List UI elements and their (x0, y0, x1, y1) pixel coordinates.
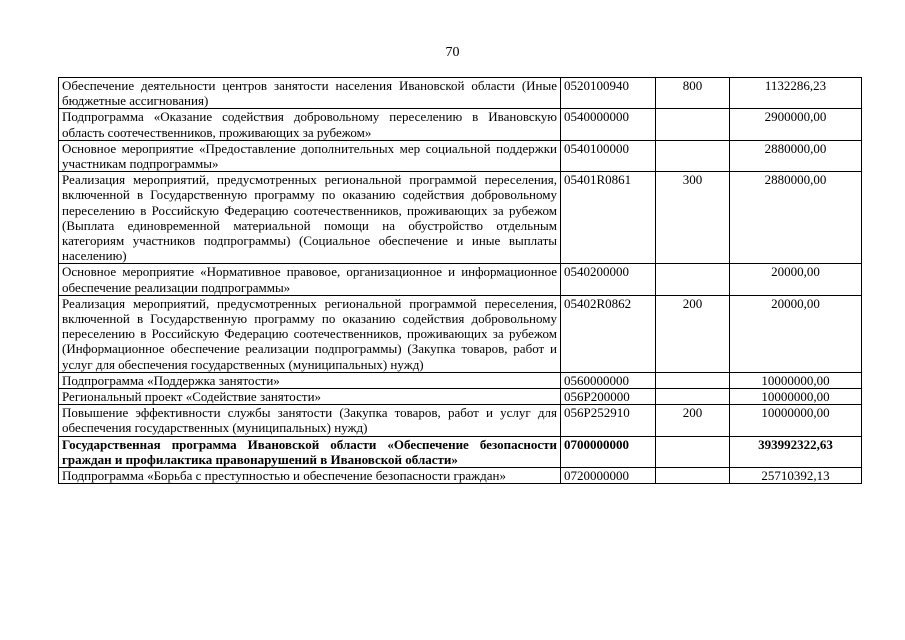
row-type-cell (656, 264, 730, 295)
table-row (59, 172, 862, 264)
table-row (59, 405, 862, 436)
row-code-cell: 05401R0861 (561, 172, 656, 264)
row-code-cell: 05402R0862 (561, 295, 656, 372)
row-type-cell: 200 (656, 405, 730, 436)
table-row (59, 295, 862, 372)
row-name-cell: Основное мероприятие «Предоставление дополнительных мер социальной поддержки участникам подпрограммы» (59, 140, 561, 171)
row-sum-cell: 10000000,00 (730, 389, 862, 405)
row-sum-cell: 20000,00 (730, 295, 862, 372)
row-code-cell: 056P252910 (561, 405, 656, 436)
row-sum-cell: 10000000,00 (730, 372, 862, 388)
page-number: 70 (445, 45, 460, 60)
row-name-cell: Реализация мероприятий, предусмотренных региональной программой переселения, включенной в Государственную программу по оказанию содействия добровольному переселению в Российскую Федерацию соотечественников, проживающих за рубежом (Выплата единовременной материальной помощи на обустройство отдельным категориям участников подпрограммы) (Социальное обеспечение и иные выплаты населению) (59, 172, 561, 264)
row-code-cell: 0520100940 (561, 78, 656, 109)
row-code-cell: 0700000000 (561, 436, 656, 467)
row-name-cell: Региональный проект «Содействие занятости» (59, 389, 561, 405)
row-code-cell: 0540000000 (561, 109, 656, 140)
row-type-cell (656, 372, 730, 388)
table-row (59, 436, 862, 467)
row-type-cell (656, 436, 730, 467)
row-sum-cell: 25710392,13 (730, 468, 862, 484)
row-type-cell: 200 (656, 295, 730, 372)
row-name-cell: Подпрограмма «Оказание содействия добровольному переселению в Ивановскую область соотечественников, проживающих за рубежом» (59, 109, 561, 140)
table-row (59, 140, 862, 171)
row-sum-cell: 2900000,00 (730, 109, 862, 140)
table-row (59, 109, 862, 140)
row-sum-cell: 2880000,00 (730, 172, 862, 264)
table-row (59, 468, 862, 484)
budget-table-body (59, 78, 862, 484)
row-name-cell: Повышение эффективности службы занятости (Закупка товаров, работ и услуг для обеспечения государственных (муниципальных) нужд) (59, 405, 561, 436)
row-sum-cell: 10000000,00 (730, 405, 862, 436)
row-name-cell: Основное мероприятие «Нормативное правовое, организационное и информационное обеспечение реализации подпрограммы» (59, 264, 561, 295)
row-type-cell (656, 389, 730, 405)
row-name-cell: Подпрограмма «Борьба с преступностью и обеспечение безопасности граждан» (59, 468, 561, 484)
table-row (59, 389, 862, 405)
row-sum-cell: 2880000,00 (730, 140, 862, 171)
row-name-cell: Подпрограмма «Поддержка занятости» (59, 372, 561, 388)
row-sum-cell: 393992322,63 (730, 436, 862, 467)
row-code-cell: 0560000000 (561, 372, 656, 388)
row-name-cell: Государственная программа Ивановской области «Обеспечение безопасности граждан и профилактика правонарушений в Ивановской области» (59, 436, 561, 467)
row-type-cell: 800 (656, 78, 730, 109)
budget-table (58, 77, 862, 484)
row-code-cell: 0720000000 (561, 468, 656, 484)
row-name-cell: Реализация мероприятий, предусмотренных региональной программой переселения, включенной в Государственную программу по оказанию содействия добровольному переселению в Российскую Федерацию соотечественников, проживающих за рубежом (Информационное обеспечение реализации подпрограммы) (Закупка товаров, работ и услуг для обеспечения государственных (муниципальных) нужд) (59, 295, 561, 372)
table-row (59, 78, 862, 109)
row-type-cell (656, 140, 730, 171)
row-code-cell: 0540100000 (561, 140, 656, 171)
row-type-cell (656, 109, 730, 140)
row-name-cell: Обеспечение деятельности центров занятости населения Ивановской области (Иные бюджетные ассигнования) (59, 78, 561, 109)
table-row (59, 264, 862, 295)
row-code-cell: 0540200000 (561, 264, 656, 295)
row-code-cell: 056P200000 (561, 389, 656, 405)
table-row (59, 372, 862, 388)
row-sum-cell: 1132286,23 (730, 78, 862, 109)
row-type-cell: 300 (656, 172, 730, 264)
row-sum-cell: 20000,00 (730, 264, 862, 295)
row-type-cell (656, 468, 730, 484)
